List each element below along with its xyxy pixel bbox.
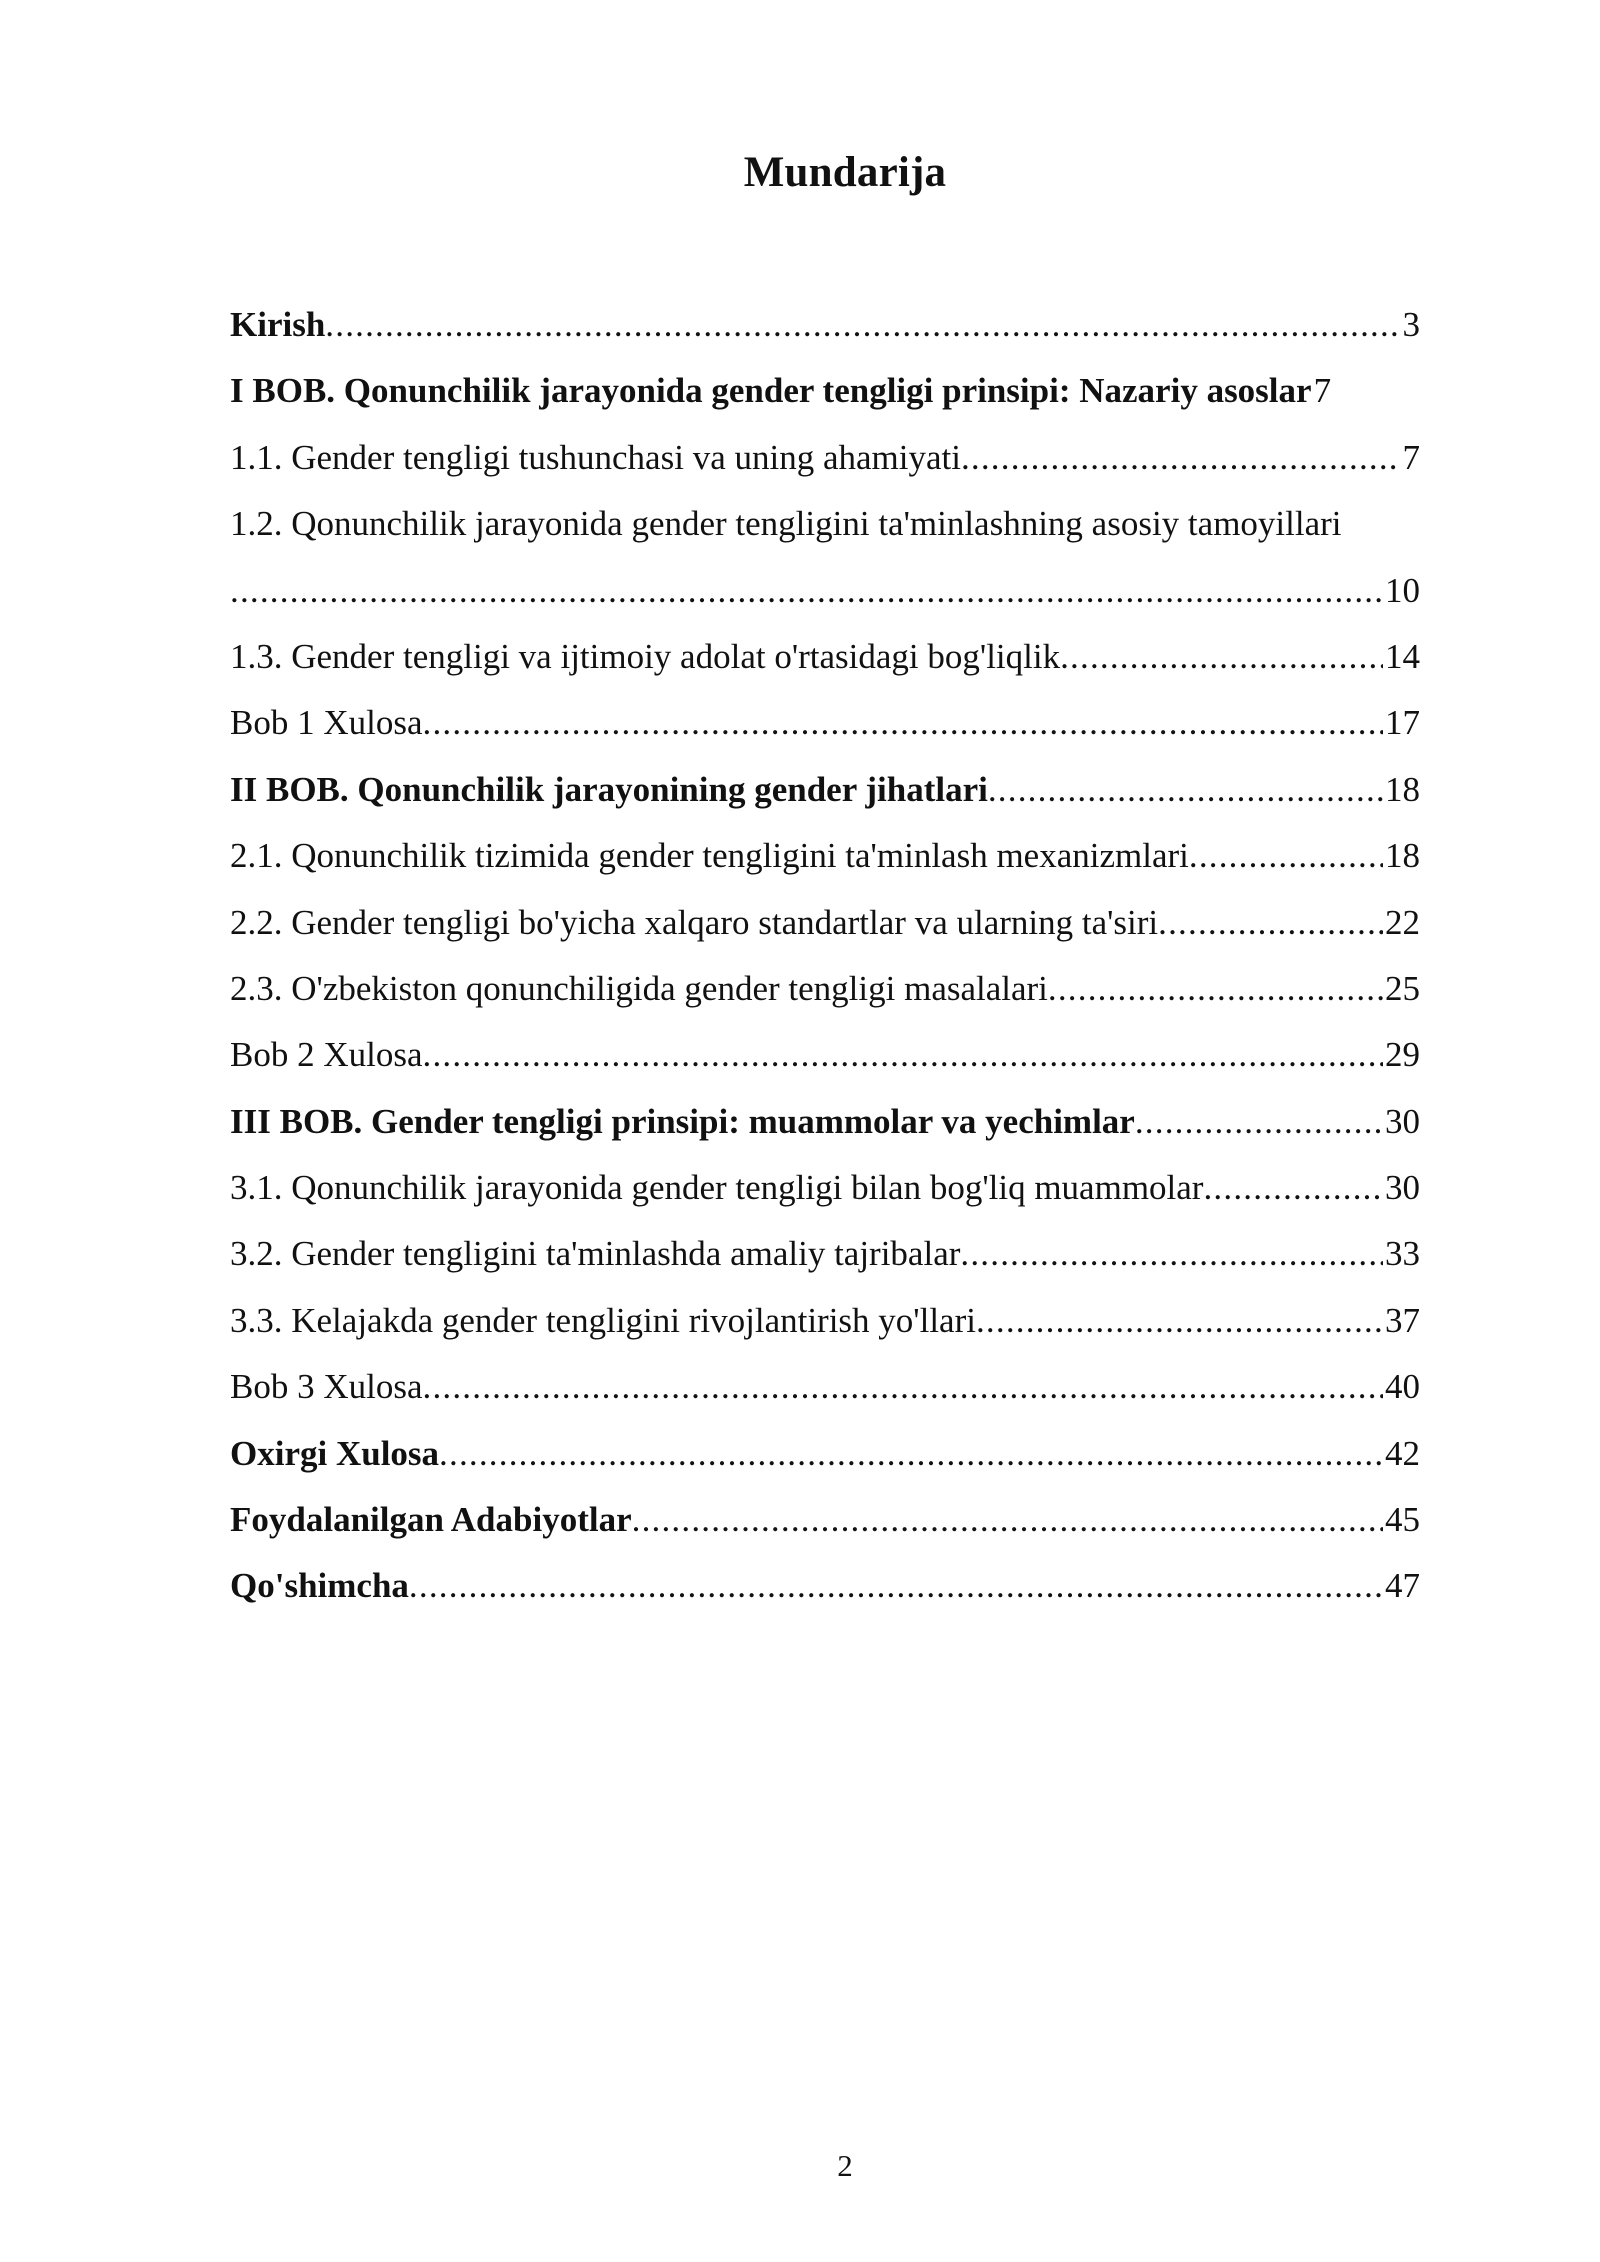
dot-leader bbox=[1135, 1089, 1383, 1155]
page-title: Mundarija bbox=[743, 149, 947, 196]
dot-leader bbox=[409, 1553, 1383, 1619]
toc-entry-section-1-1[interactable] bbox=[230, 425, 1420, 491]
toc-entry-label: 2.1. Qonunchilik tizimida gender tengligini ta'minlash mexanizmlari bbox=[230, 836, 1189, 876]
toc-entry-label: Bob 2 Xulosa bbox=[230, 1035, 423, 1075]
toc-entry-appendix[interactable] bbox=[230, 1553, 1420, 1619]
toc-entry-chapter-3[interactable] bbox=[230, 1089, 1420, 1155]
toc-entry-label: 1.2. Qonunchilik jarayonida gender tengligini ta'minlashning asosiy tamoyillari bbox=[230, 504, 1342, 544]
dot-leader bbox=[423, 1022, 1384, 1088]
toc-entry-section-2-3[interactable] bbox=[230, 956, 1420, 1022]
toc-entry-page: 14 bbox=[1385, 636, 1420, 676]
toc-entry-label: Oxirgi Xulosa bbox=[230, 1433, 440, 1473]
dot-leader bbox=[961, 425, 1401, 491]
toc-entry-label: 2.3. O'zbekiston qonunchiligida gender tengligi masalalari bbox=[230, 968, 1048, 1008]
toc-entry-chapter-1[interactable] bbox=[230, 358, 1420, 424]
dot-leader bbox=[960, 1221, 1383, 1287]
toc-entry-section-2-1[interactable] bbox=[230, 823, 1420, 889]
toc-entry-page: 29 bbox=[1385, 1035, 1420, 1075]
toc-entry-page: 37 bbox=[1385, 1300, 1420, 1340]
toc-entry-section-3-2[interactable] bbox=[230, 1221, 1420, 1287]
toc-entry-label: 1.1. Gender tengligi tushunchasi va uning ahamiyati bbox=[230, 437, 961, 477]
toc-entry-label: Bob 1 Xulosa bbox=[230, 703, 423, 743]
toc-entry-page: 7 bbox=[1313, 371, 1332, 411]
dot-leader bbox=[423, 690, 1384, 756]
toc-entry-section-2-2[interactable] bbox=[230, 890, 1420, 956]
toc-entry-kirish[interactable] bbox=[230, 292, 1420, 358]
toc-entry-label: 2.2. Gender tengligi bo'yicha xalqaro standartlar va ularning ta'siri bbox=[230, 902, 1159, 942]
dot-leader bbox=[1189, 823, 1383, 889]
toc-entry-section-3-1[interactable] bbox=[230, 1155, 1420, 1221]
toc-entry-label: I BOB. Qonunchilik jarayonida gender tengligi prinsipi: Nazariy asoslar bbox=[230, 371, 1312, 411]
toc-entry-label: 3.2. Gender tengligini ta'minlashda amaliy tajribalar bbox=[230, 1234, 961, 1274]
toc-entry-section-1-2[interactable] bbox=[230, 491, 1420, 624]
toc-entry-label: 1.3. Gender tengligi va ijtimoiy adolat o'rtasidagi bog'liqlik bbox=[230, 636, 1061, 676]
toc-entry-chapter-2[interactable] bbox=[230, 757, 1420, 823]
dot-leader bbox=[988, 757, 1383, 823]
table-of-contents bbox=[230, 292, 1420, 1620]
toc-entry-final-conclusion[interactable] bbox=[230, 1421, 1420, 1487]
toc-entry-label: III BOB. Gender tengligi prinsipi: muammolar va yechimlar bbox=[230, 1101, 1135, 1141]
toc-entry-section-3-3[interactable] bbox=[230, 1288, 1420, 1354]
toc-entry-page: 40 bbox=[1385, 1367, 1420, 1407]
toc-entry-page: 30 bbox=[1385, 1168, 1420, 1208]
toc-entry-label: 3.3. Kelajakda gender tengligini rivojlantirish yo'llari bbox=[230, 1300, 976, 1340]
toc-entry-references[interactable] bbox=[230, 1487, 1420, 1553]
toc-entry-label: Foydalanilgan Adabiyotlar bbox=[230, 1500, 632, 1540]
dot-leader bbox=[1203, 1155, 1383, 1221]
dot-leader bbox=[1060, 624, 1383, 690]
toc-entry-page: 45 bbox=[1385, 1500, 1420, 1540]
toc-entry-section-1-3[interactable] bbox=[230, 624, 1420, 690]
dot-leader bbox=[325, 292, 1400, 358]
toc-entry-label: Kirish bbox=[230, 305, 326, 344]
toc-entry-page: 42 bbox=[1385, 1433, 1420, 1473]
toc-entry-page: 22 bbox=[1385, 902, 1420, 942]
toc-entry-page: 17 bbox=[1385, 703, 1420, 743]
dot-leader bbox=[632, 1487, 1383, 1553]
dot-leader bbox=[439, 1421, 1383, 1487]
toc-entry-chapter-3-conclusion[interactable] bbox=[230, 1354, 1420, 1420]
dot-leader bbox=[1158, 890, 1383, 956]
toc-entry-page: 33 bbox=[1385, 1234, 1420, 1274]
toc-entry-page: 18 bbox=[1385, 836, 1420, 876]
page-number: 2 bbox=[837, 2148, 853, 2183]
toc-entry-page: 3 bbox=[1402, 305, 1420, 344]
toc-entry-page: 7 bbox=[1402, 437, 1420, 477]
toc-entry-page: 18 bbox=[1385, 769, 1420, 809]
toc-entry-label: 3.1. Qonunchilik jarayonida gender tengligi bilan bog'liq muammolar bbox=[230, 1168, 1204, 1208]
toc-entry-page: 30 bbox=[1385, 1101, 1420, 1141]
toc-entry-label: Bob 3 Xulosa bbox=[230, 1367, 423, 1407]
toc-entry-page: 10 bbox=[1385, 570, 1420, 610]
toc-entry-label: Qo'shimcha bbox=[230, 1566, 409, 1606]
toc-entry-page: 25 bbox=[1385, 968, 1420, 1008]
toc-entry-chapter-2-conclusion[interactable] bbox=[230, 1022, 1420, 1088]
dot-leader bbox=[423, 1354, 1384, 1420]
dot-leader bbox=[230, 558, 1383, 624]
toc-entry-label: II BOB. Qonunchilik jarayonining gender jihatlari bbox=[230, 769, 988, 809]
dot-leader bbox=[1048, 956, 1383, 1022]
toc-entry-chapter-1-conclusion[interactable] bbox=[230, 690, 1420, 756]
dot-leader bbox=[976, 1288, 1383, 1354]
toc-entry-page: 47 bbox=[1385, 1566, 1420, 1606]
